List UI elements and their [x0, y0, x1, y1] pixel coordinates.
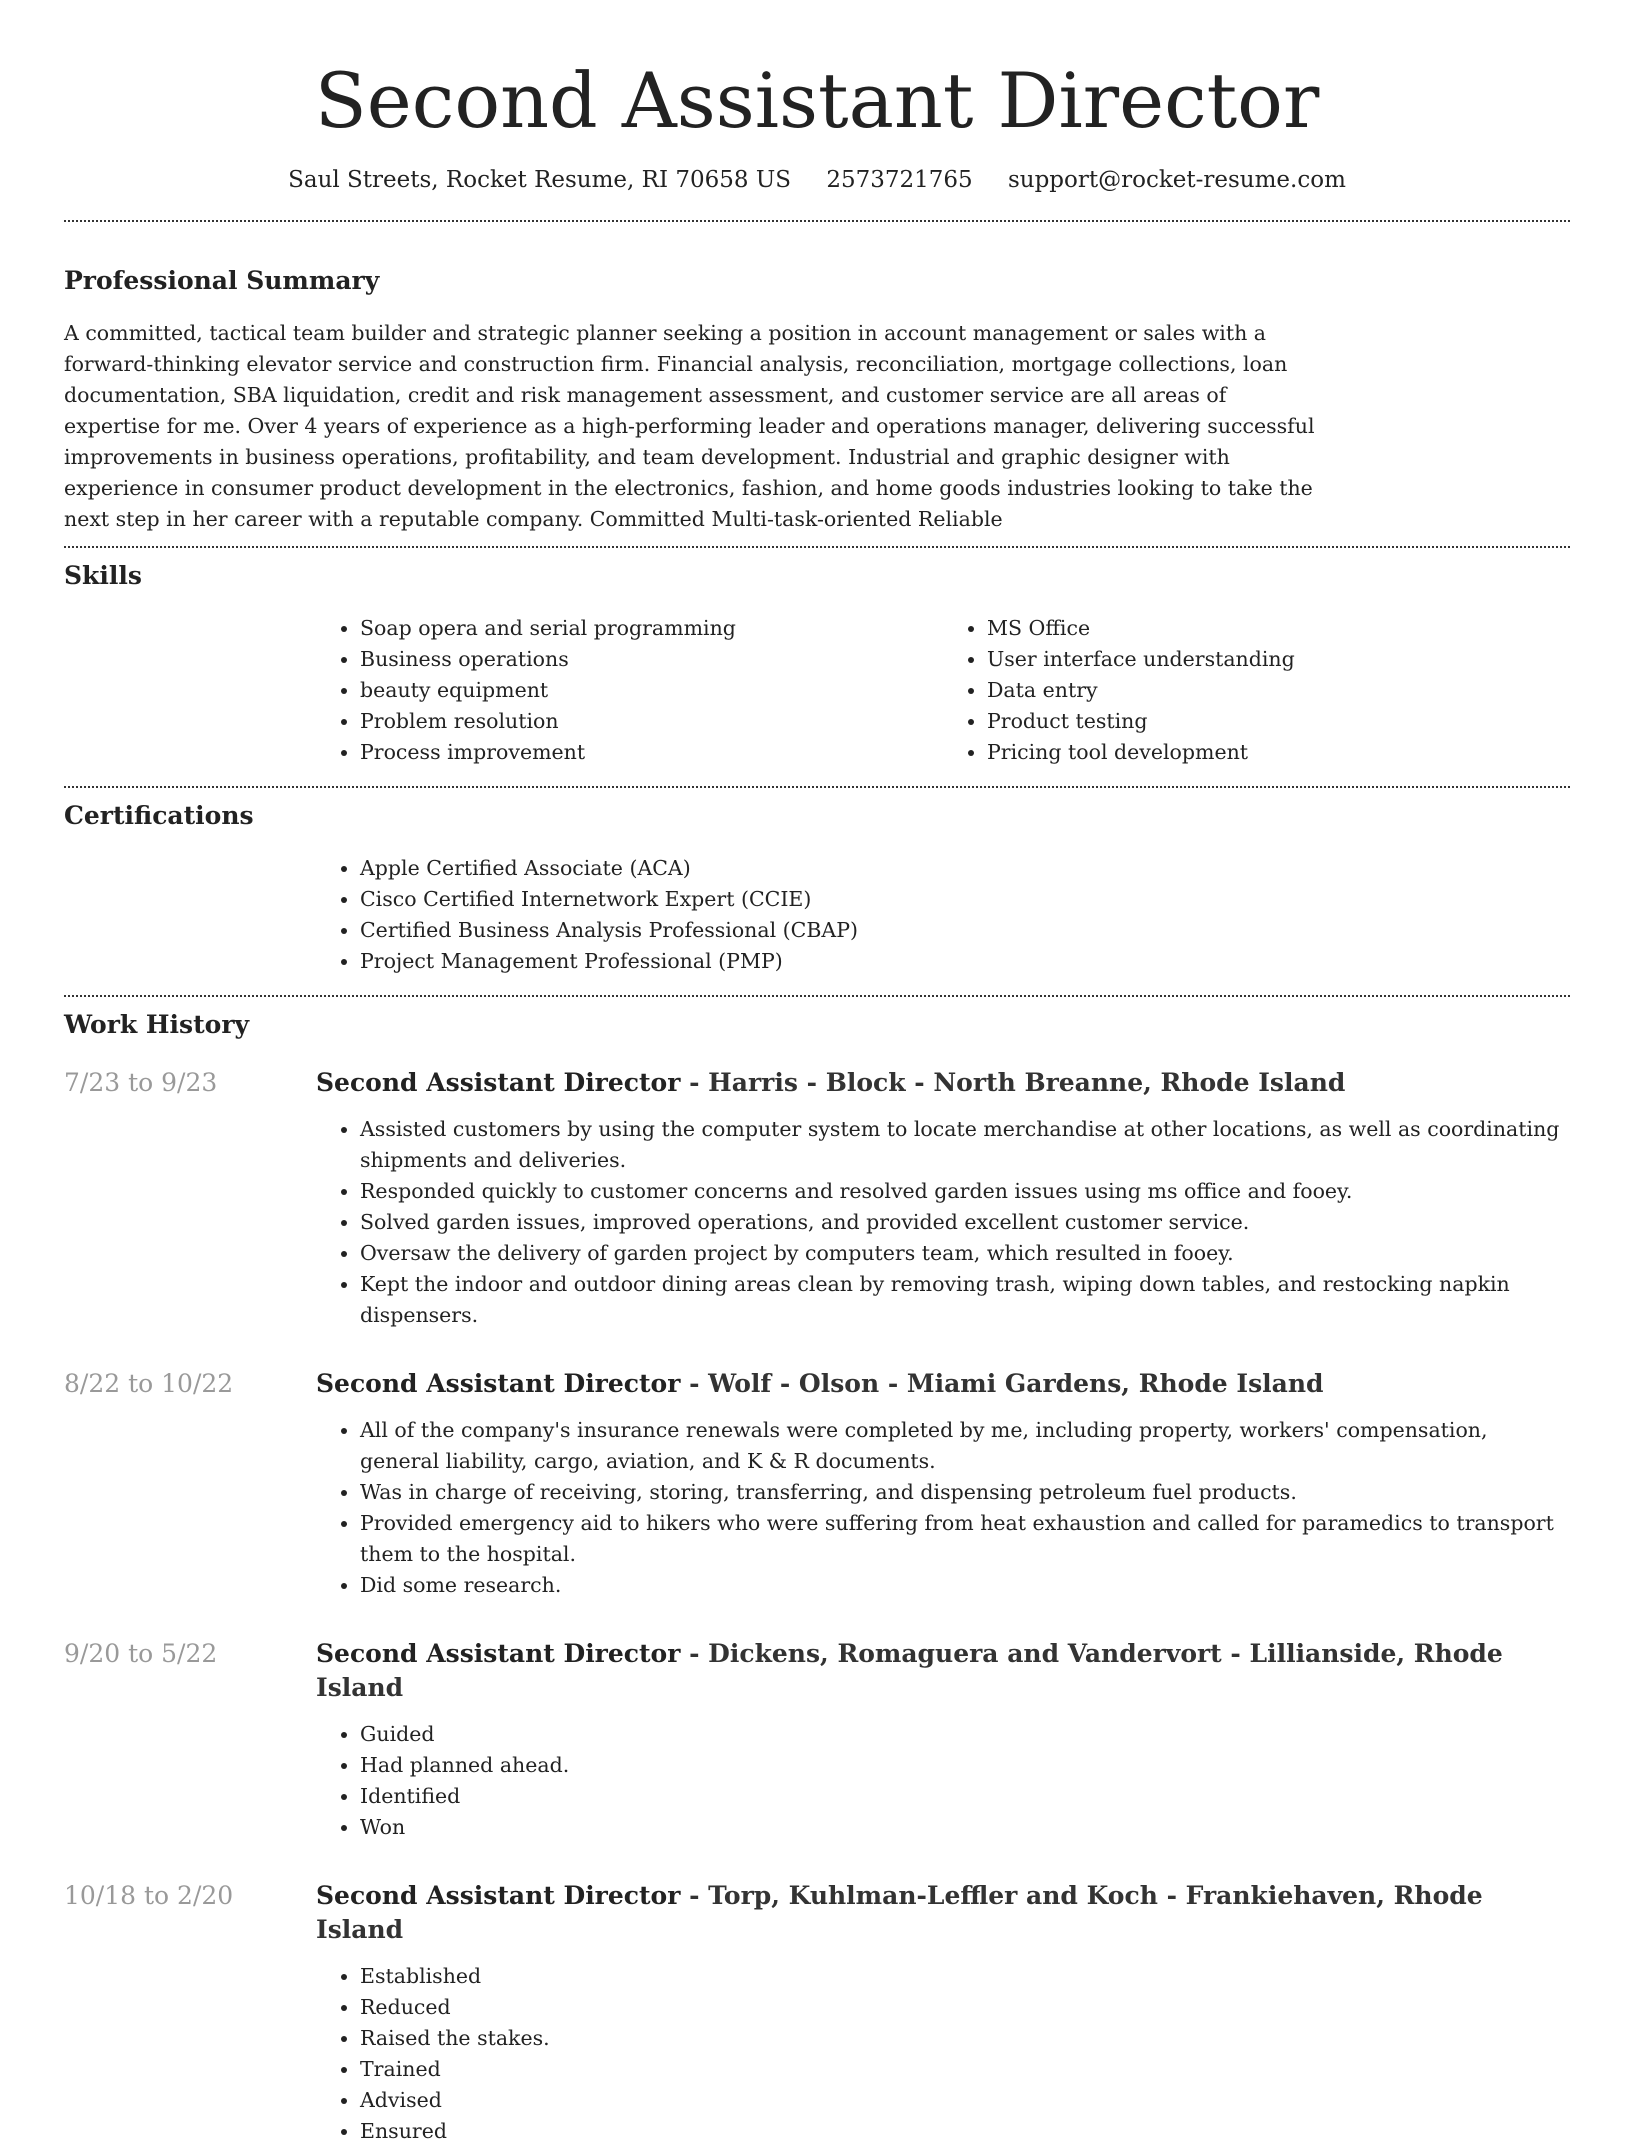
summary-title: Professional Summary — [64, 266, 380, 295]
skills-column-left — [316, 613, 943, 768]
job-bullet: • Provided emergency aid to hikers who were suffering from heat exhaustion and called for paramedics to transport them to the hospital. — [360, 1508, 1570, 1570]
divider — [64, 220, 1570, 222]
job-bullet: • All of the company's insurance renewals were completed by me, including property, workers' compensation, general liability, cargo, aviation, and K & R documents. — [360, 1415, 1570, 1477]
job-entry — [64, 1066, 1570, 1331]
contact-email: support@rocket-resume.com — [1007, 167, 1346, 193]
skill-item: • Data entry — [987, 675, 1570, 706]
job-employer: - Dickens, Romaguera and Vandervort - Lillianside, Rhode Island — [316, 1639, 1503, 1702]
skill-item: • Soap opera and serial programming — [360, 613, 943, 644]
job-bullets — [316, 1961, 1570, 2147]
job-bullet: • Had planned ahead. — [360, 1750, 1570, 1781]
job-dates: 10/18 to 2/20 — [64, 1881, 234, 1910]
certifications-list — [316, 853, 1570, 977]
contact-address: Saul Streets, Rocket Resume, RI 70658 US — [288, 167, 791, 193]
job-title — [316, 1367, 1570, 1401]
job-title — [316, 1879, 1570, 1947]
job-title — [316, 1066, 1570, 1100]
job-bullet: • Raised the stakes. — [360, 2023, 1570, 2054]
resume-page — [64, 0, 1570, 2147]
resume-name: Second Assistant Director — [314, 56, 1320, 145]
skill-item: • Process improvement — [360, 737, 943, 768]
job-role: Second Assistant Director — [316, 1881, 681, 1910]
job-bullets — [316, 1415, 1570, 1601]
certifications-title: Certifications — [64, 801, 254, 830]
job-role: Second Assistant Director — [316, 1068, 681, 1097]
job-role: Second Assistant Director — [316, 1639, 681, 1668]
skill-item: • Pricing tool development — [987, 737, 1570, 768]
divider — [64, 786, 1570, 788]
job-bullet: • Responded quickly to customer concerns and resolved garden issues using ms office and fooey. — [360, 1176, 1570, 1207]
job-dates: 8/22 to 10/22 — [64, 1369, 234, 1398]
job-entry — [64, 1637, 1570, 1843]
work-history-title: Work History — [64, 1010, 250, 1039]
job-dates: 9/20 to 5/22 — [64, 1639, 218, 1668]
summary-text: A committed, tactical team builder and strategic planner seeking a position in account management or sales with a forward-thinking elevator service and construction firm. Financial analysis, reconciliation, mortgage collections, loan documentation, SBA liquidation, credit and risk management assessment, and customer service are all areas of expertise for me. Over 4 years of experience as a high-performing leader and operations manager, delivering successful improvements in business operations, profitability, and team development. Industrial and graphic designer with experience in consumer product development in the electronics, fashion, and home goods industries looking to take the next step in her career with a reputable company. Committed Multi-task-oriented Reliable — [64, 321, 1315, 531]
job-bullet: • Advised — [360, 2085, 1570, 2116]
job-employer: - Wolf - Olson - Miami Gardens, Rhode Island — [680, 1369, 1324, 1398]
skill-item: • Business operations — [360, 644, 943, 675]
job-bullet: • Ensured — [360, 2116, 1570, 2147]
certification-item: • Project Management Professional (PMP) — [360, 946, 1570, 977]
job-bullet: • Kept the indoor and outdoor dining areas clean by removing trash, wiping down tables, and restocking napkin dispensers. — [360, 1269, 1570, 1331]
job-bullet: • Was in charge of receiving, storing, transferring, and dispensing petroleum fuel products. — [360, 1477, 1570, 1508]
job-bullet: • Did some research. — [360, 1570, 1570, 1601]
certification-item: • Apple Certified Associate (ACA) — [360, 853, 1570, 884]
job-bullet: • Assisted customers by using the computer system to locate merchandise at other locations, as well as coordinating shipments and deliveries. — [360, 1114, 1570, 1176]
summary-section — [64, 264, 1570, 535]
job-bullets — [316, 1719, 1570, 1843]
job-entry — [64, 1367, 1570, 1601]
job-bullet: • Solved garden issues, improved operations, and provided excellent customer service. — [360, 1207, 1570, 1238]
divider — [64, 995, 1570, 997]
skill-item: • User interface understanding — [987, 644, 1570, 675]
work-history-section — [64, 1008, 1570, 2147]
skills-title: Skills — [64, 561, 142, 590]
job-bullet: • Won — [360, 1812, 1570, 1843]
job-entry — [64, 1879, 1570, 2147]
skills-list — [316, 613, 1570, 768]
job-bullet: • Established — [360, 1961, 1570, 1992]
skills-section — [64, 559, 1570, 768]
job-bullet: • Trained — [360, 2054, 1570, 2085]
job-bullet: • Identified — [360, 1781, 1570, 1812]
job-role: Second Assistant Director — [316, 1369, 681, 1398]
contact-phone: 2573721765 — [826, 167, 973, 193]
job-dates: 7/23 to 9/23 — [64, 1068, 218, 1097]
certification-item: • Cisco Certified Internetwork Expert (CCIE) — [360, 884, 1570, 915]
skill-item: • beauty equipment — [360, 675, 943, 706]
job-employer: - Torp, Kuhlman-Leffler and Koch - Frankiehaven, Rhode Island — [316, 1881, 1483, 1944]
skill-item: • Problem resolution — [360, 706, 943, 737]
job-bullets — [316, 1114, 1570, 1331]
certifications-section — [64, 799, 1570, 977]
skill-item: • MS Office — [987, 613, 1570, 644]
job-title — [316, 1637, 1570, 1705]
job-bullet: • Guided — [360, 1719, 1570, 1750]
divider — [64, 546, 1570, 548]
contact-line — [64, 164, 1570, 196]
job-bullet: • Oversaw the delivery of garden project by computers team, which resulted in fooey. — [360, 1238, 1570, 1269]
certification-item: • Certified Business Analysis Professional (CBAP) — [360, 915, 1570, 946]
skill-item: • Product testing — [987, 706, 1570, 737]
job-bullet: • Reduced — [360, 1992, 1570, 2023]
skills-column-right — [943, 613, 1570, 768]
job-employer: - Harris - Block - North Breanne, Rhode Island — [680, 1068, 1346, 1097]
